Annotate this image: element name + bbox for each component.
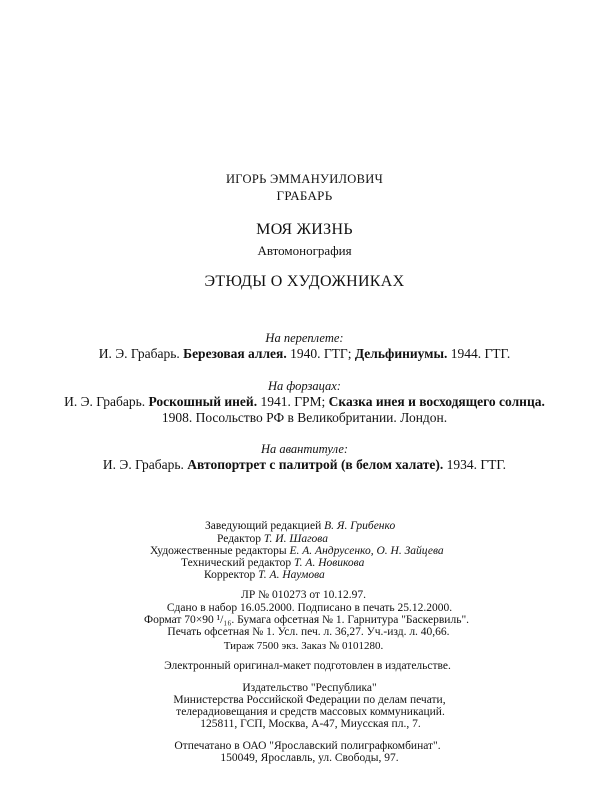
printer-address: 150049, Ярославль, ул. Свободы, 97. xyxy=(220,752,399,764)
publisher-ministry-line-2: телерадиовещания и средств массовых коммуникаций. xyxy=(176,706,445,718)
endpapers-year-1: 1941. ГРМ; xyxy=(257,394,329,409)
credit-role: Заведующий редакцией xyxy=(205,520,325,532)
halftitle-work: Автопортрет с палитрой (в белом халате). xyxy=(187,457,444,472)
binding-prefix: И. Э. Грабарь. xyxy=(98,346,184,361)
credit-line xyxy=(181,558,364,570)
credit-line xyxy=(217,534,328,546)
halftitle-prefix: И. Э. Грабарь. xyxy=(102,457,188,472)
printer-name: Отпечатано в ОАО "Ярославский полиграфкомбинат". xyxy=(174,740,441,752)
halftitle-label: На авантитуле: xyxy=(260,442,349,456)
endpapers-work-1: Роскошный иней. xyxy=(148,394,258,409)
binding-caption xyxy=(0,346,609,362)
credit-line xyxy=(204,570,325,582)
credit-name: Т. А. Новикова xyxy=(294,557,365,569)
publisher-ministry: Министерства Российской Федерации по делам печати, xyxy=(173,694,446,706)
endpapers-caption-line-2: 1908. Посольство РФ в Великобритании. Лондон. xyxy=(161,410,448,425)
second-title: ЭТЮДЫ О ХУДОЖНИКАХ xyxy=(204,273,405,290)
credit-line xyxy=(150,546,444,558)
credit-role: Редактор xyxy=(217,533,264,545)
credit-name: Т. А. Наумова xyxy=(258,569,325,581)
publisher-address: 125811, ГСП, Москва, А-47, Миусская пл., 7. xyxy=(200,718,421,730)
endpapers-work-2: Сказка инея и восходящего солнца. xyxy=(328,394,545,409)
endpapers-caption xyxy=(0,394,609,410)
publisher-name: Издательство "Республика" xyxy=(242,682,377,694)
author-first-name: ИГОРЬ ЭММАНУИЛОВИЧ xyxy=(225,172,384,186)
binding-work-2: Дельфиниумы. xyxy=(354,346,448,361)
binding-label: На переплете: xyxy=(265,331,344,345)
print-dates: Сдано в набор 16.05.2000. Подписано в печать 25.12.2000. xyxy=(166,602,453,614)
binding-year-2: 1944. ГТГ. xyxy=(447,346,511,361)
electronic-layout-note: Электронный оригинал-макет подготовлен в издательстве. xyxy=(164,660,451,672)
book-subtitle: Автомонография xyxy=(257,243,352,258)
credit-name: Т. И. Шагова xyxy=(263,533,328,545)
license-number: ЛР № 010273 от 10.12.97. xyxy=(241,589,366,601)
endpapers-label: На форзацах: xyxy=(268,379,341,393)
credit-name: Е. А. Андрусенко, О. Н. Зайцева xyxy=(289,545,444,557)
binding-work-1: Березовая аллея. xyxy=(183,346,287,361)
halftitle-caption xyxy=(0,457,609,473)
credit-name: В. Я. Грибенко xyxy=(324,520,396,532)
credit-role: Корректор xyxy=(204,569,259,581)
print-format: Формат 70×90 ¹/₁₆. Бумага офсетная № 1. Гарнитура "Баскервиль". xyxy=(143,614,470,626)
author-last-name: ГРАБАРЬ xyxy=(276,188,333,203)
credit-line xyxy=(205,521,395,533)
credit-role: Художественные редакторы xyxy=(150,545,290,557)
halftitle-year: 1934. ГТГ. xyxy=(443,457,507,472)
endpapers-prefix: И. Э. Грабарь. xyxy=(64,394,149,409)
credit-role: Технический редактор xyxy=(181,557,294,569)
print-run: Тираж 7500 экз. Заказ № 0101280. xyxy=(223,640,384,652)
book-title: МОЯ ЖИЗНЬ xyxy=(256,221,353,238)
binding-year-1: 1940. ГТГ; xyxy=(286,346,355,361)
print-sheets: Печать офсетная № 1. Усл. печ. л. 36,27. Уч.-изд. л. 40,66. xyxy=(167,626,450,638)
